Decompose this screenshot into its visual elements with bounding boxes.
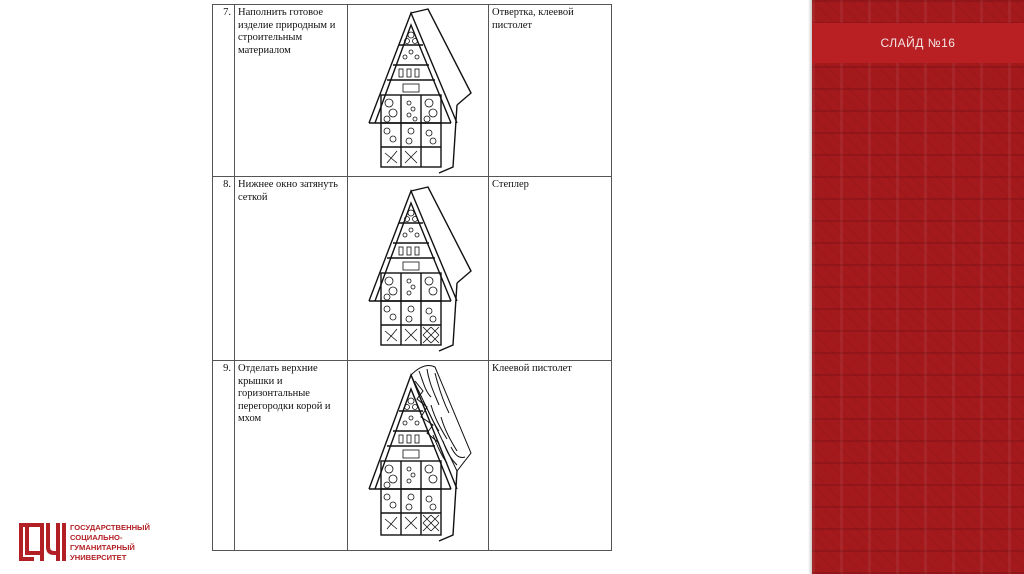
step-description: Наполнить готовое изделие природным и строительным материалом (235, 5, 348, 177)
gsgu-logo-mark-icon (18, 521, 68, 563)
step-tools: Клеевой пистолет (489, 361, 612, 551)
step-number: 7. (213, 5, 235, 177)
logo-line: СОЦИАЛЬНО- (70, 533, 123, 542)
insect-house-mesh-image (348, 177, 489, 361)
university-logo (18, 521, 178, 563)
insect-house-icon (353, 361, 483, 547)
side-panel (812, 0, 1024, 574)
step-number: 9. (213, 361, 235, 551)
steps-table (212, 4, 612, 551)
logo-line: ГУМАНИТАРНЫЙ (70, 543, 135, 552)
step-tools: Степлер (489, 177, 612, 361)
table-row (213, 361, 612, 551)
step-description: Отделать верхние крышки и горизонтальные перегородки корой и мхом (235, 361, 348, 551)
slide-number-label: СЛАЙД №16 (812, 23, 1024, 63)
logo-line: УНИВЕРСИТЕТ (70, 553, 127, 562)
insect-house-icon (353, 5, 483, 175)
insect-house-filled-image (348, 5, 489, 177)
step-number: 8. (213, 177, 235, 361)
step-description: Нижнее окно затянуть сеткой (235, 177, 348, 361)
insect-house-icon (353, 177, 483, 357)
table-row (213, 177, 612, 361)
step-tools: Отвертка, клеевой пистолет (489, 5, 612, 177)
logo-line: ГОСУДАРСТВЕННЫЙ (70, 523, 150, 532)
table-row (213, 5, 612, 177)
insect-house-bark-image (348, 361, 489, 551)
university-name (70, 523, 180, 563)
